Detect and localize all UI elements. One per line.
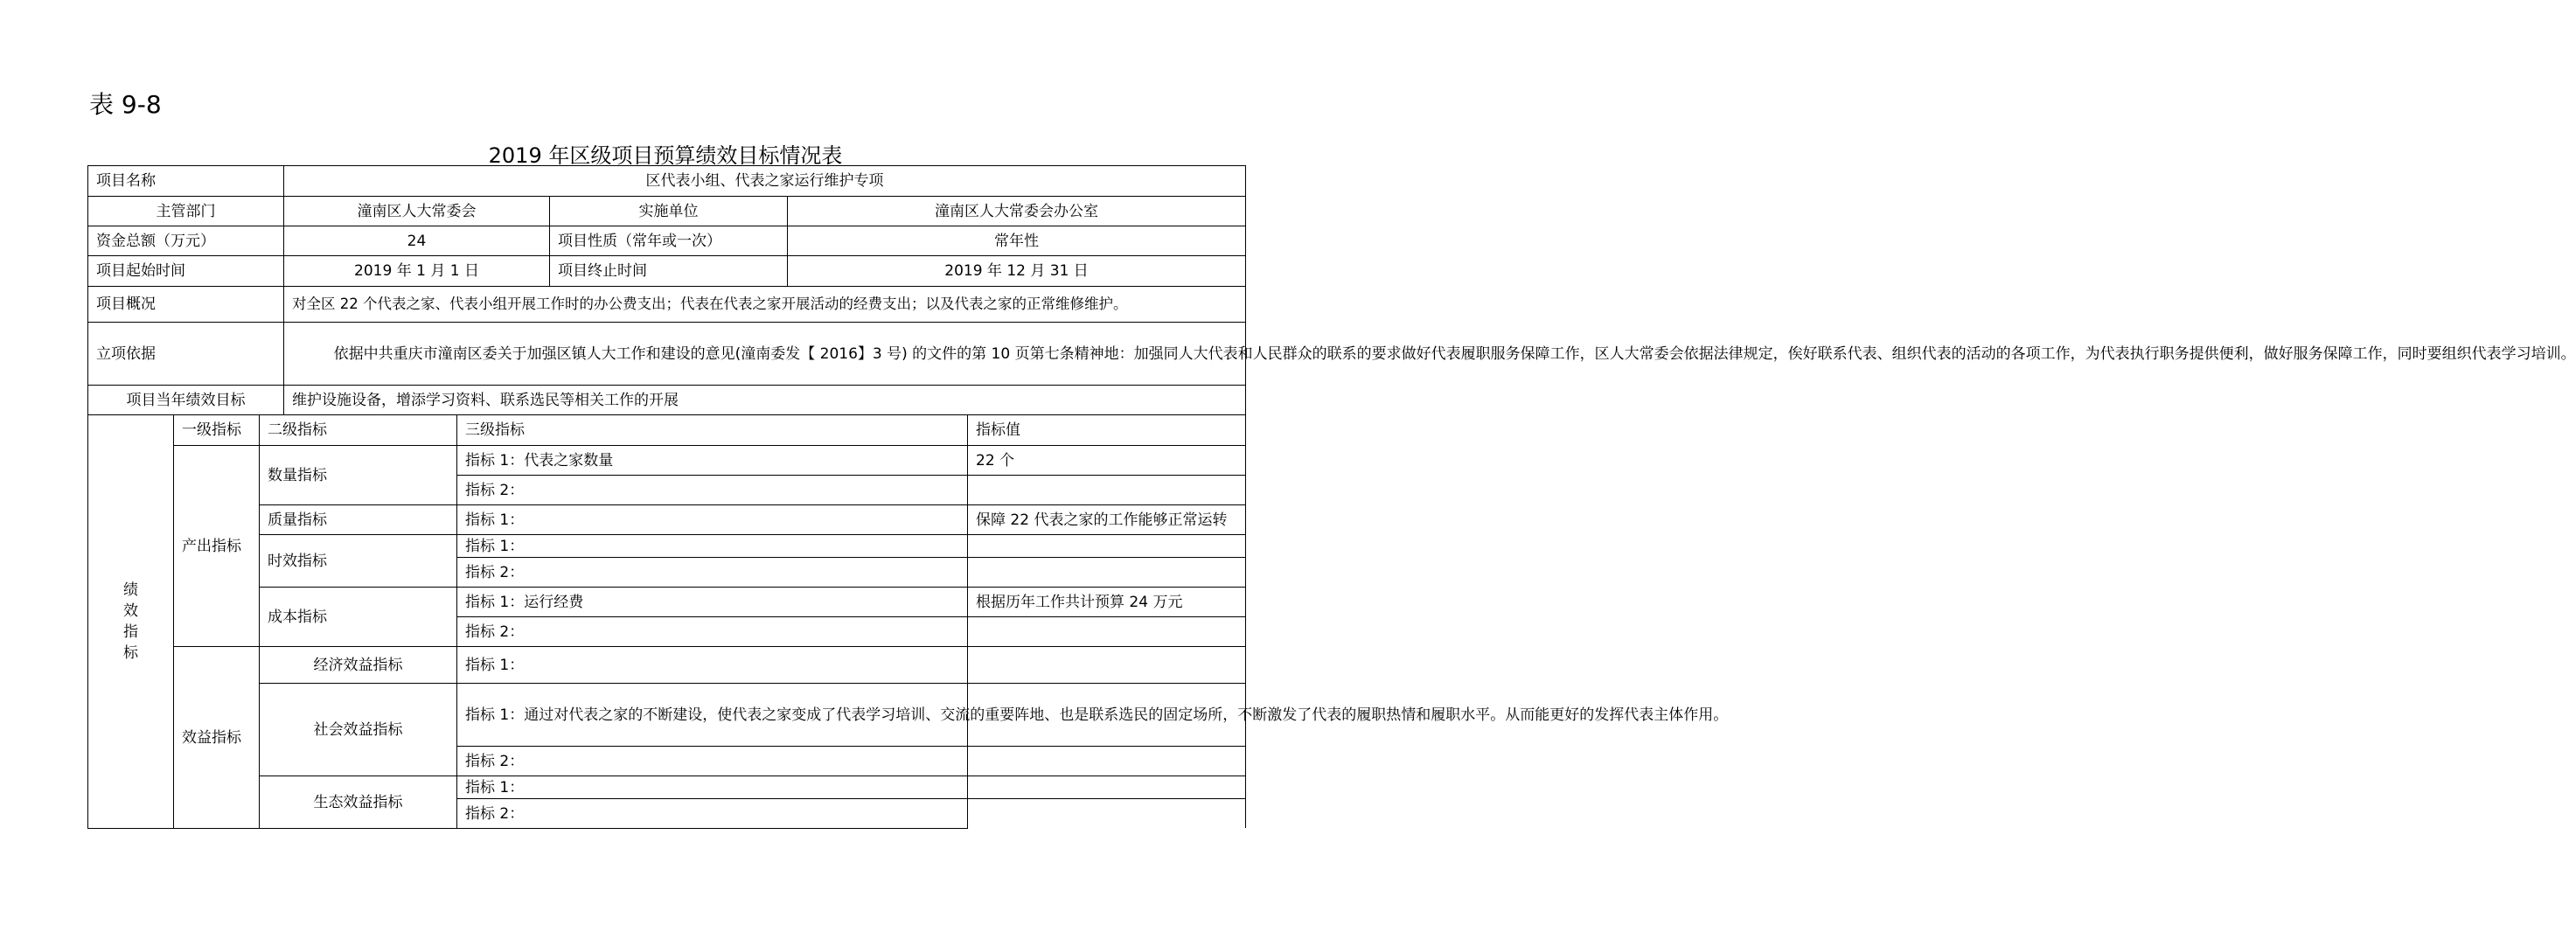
timeliness-1-indicator: 指标 1： [457, 535, 968, 558]
ecological-2-value [968, 799, 1246, 829]
cost-2-indicator: 指标 2： [457, 617, 968, 647]
economic-indicators-label: 经济效益指标 [260, 647, 457, 684]
ecological-2-indicator: 指标 2： [457, 799, 968, 829]
level3-header: 三级指标 [457, 415, 968, 446]
overview-value: 对全区 22 个代表之家、代表小组开展工作时的办公费支出；代表在代表之家开展活动的经费支出；以及代表之家的正常维修维护。 [284, 287, 1246, 323]
cost-2-value [968, 617, 1246, 647]
table-number: 表 9-8 [89, 90, 162, 119]
social-2-value [968, 747, 1246, 776]
table-row [88, 647, 1246, 684]
overview-label: 项目概况 [88, 287, 284, 323]
basis-value: 依据中共重庆市潼南区委关于加强区镇人大工作和建设的意见(潼南委发【 2016】3 号) 的文件的第 10 页第七条精神地：加强同人大代表和人民群众的联系的要求做好代表履职服务保障工作，区人大常委会依据法律规定，俟好联系代表、组织代表的活动的各项工作，为代表执行职务提供便利，做好服务保障工作，同时要组织代表学习培训。 [284, 323, 1246, 386]
table-row [88, 588, 1246, 617]
start-time-value: 2019 年 1 月 1 日 [284, 256, 550, 287]
department-value: 潼南区人大常委会 [284, 197, 550, 226]
annual-goal-value: 维护设施设备，增添学习资料、联系选民等相关工作的开展 [284, 386, 1246, 415]
row-funds [88, 226, 1246, 256]
project-name-label: 项目名称 [88, 166, 284, 197]
row-basis [88, 323, 1246, 386]
row-department [88, 197, 1246, 226]
quantity-1-indicator: 指标 1：代表之家数量 [457, 446, 968, 476]
row-project-name [88, 166, 1246, 197]
table-row [88, 684, 1246, 747]
project-name-value: 区代表小组、代表之家运行维护专项 [284, 166, 1246, 197]
table-row [88, 446, 1246, 476]
row-annual-goal [88, 386, 1246, 415]
social-2-indicator: 指标 2： [457, 747, 968, 776]
start-time-label: 项目起始时间 [88, 256, 284, 287]
end-time-value: 2019 年 12 月 31 日 [788, 256, 1246, 287]
timeliness-1-value [968, 535, 1246, 558]
executor-value: 潼南区人大常委会办公室 [788, 197, 1246, 226]
level1-header: 一级指标 [174, 415, 260, 446]
table-row [88, 505, 1246, 535]
timeliness-2-value [968, 558, 1246, 588]
economic-1-indicator: 指标 1： [457, 647, 968, 684]
basis-label: 立项依据 [88, 323, 284, 386]
value-header: 指标值 [968, 415, 1246, 446]
end-time-label: 项目终止时间 [550, 256, 788, 287]
level2-header: 二级指标 [260, 415, 457, 446]
social-1-indicator: 指标 1：通过对代表之家的不断建设，使代表之家变成了代表学习培训、交流的重要阵地、也是联系选民的固定场所，不断激发了代表的履职热情和履职水平。从而能更好的发挥代表主体作用。 [457, 684, 968, 747]
quality-indicators-label: 质量指标 [260, 505, 457, 535]
perf-indicators-label: 绩 效 指 标 [88, 415, 174, 829]
department-label: 主管部门 [88, 197, 284, 226]
ecological-indicators-label: 生态效益指标 [260, 776, 457, 829]
economic-1-value [968, 647, 1246, 684]
performance-table [87, 165, 2576, 829]
quantity-indicators-label: 数量指标 [260, 446, 457, 505]
cost-1-indicator: 指标 1：运行经费 [457, 588, 968, 617]
page-title: 2019 年区级项目预算绩效目标情况表 [488, 143, 843, 168]
quantity-2-indicator: 指标 2： [457, 476, 968, 505]
benefit-indicators-label: 效益指标 [174, 647, 260, 829]
row-overview [88, 287, 1246, 323]
quality-1-value: 保障 22 代表之家的工作能够正常运转 [968, 505, 1246, 535]
quantity-2-value [968, 476, 1246, 505]
cost-1-value: 根据历年工作共计预算 24 万元 [968, 588, 1246, 617]
executor-label: 实施单位 [550, 197, 788, 226]
quantity-1-value: 22 个 [968, 446, 1246, 476]
table-row [88, 776, 1246, 799]
timeliness-indicators-label: 时效指标 [260, 535, 457, 588]
annual-goal-label: 项目当年绩效目标 [88, 386, 284, 415]
indicator-header-row [88, 415, 1246, 446]
table-row [88, 535, 1246, 558]
total-funds-label: 资金总额（万元） [88, 226, 284, 256]
ecological-1-indicator: 指标 1： [457, 776, 968, 799]
cost-indicators-label: 成本指标 [260, 588, 457, 647]
social-indicators-label: 社会效益指标 [260, 684, 457, 776]
row-time [88, 256, 1246, 287]
total-funds-value: 24 [284, 226, 550, 256]
nature-label: 项目性质（常年或一次） [550, 226, 788, 256]
timeliness-2-indicator: 指标 2： [457, 558, 968, 588]
quality-1-indicator: 指标 1： [457, 505, 968, 535]
nature-value: 常年性 [788, 226, 1246, 256]
ecological-1-value [968, 776, 1246, 799]
output-indicators-label: 产出指标 [174, 446, 260, 647]
